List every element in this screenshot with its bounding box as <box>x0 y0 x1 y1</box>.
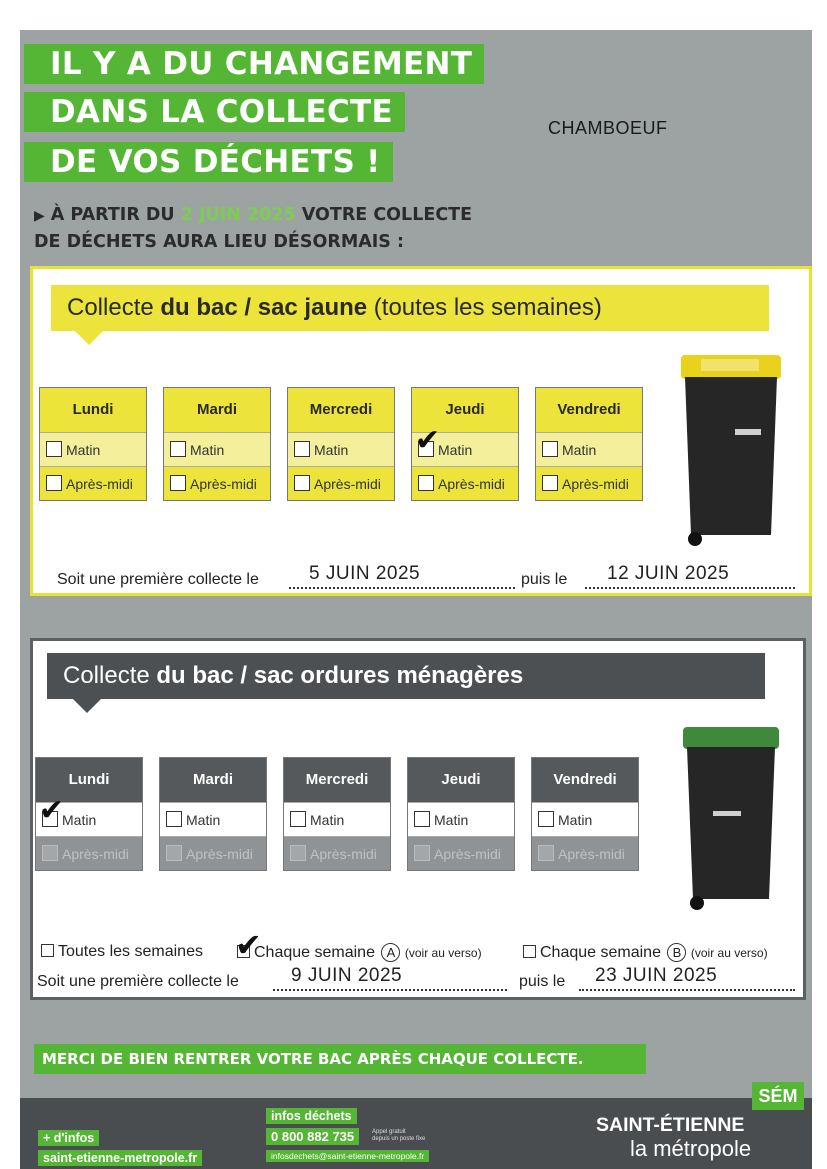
yellow-day-label: Vendredi <box>557 401 621 418</box>
apres-checkbox[interactable] <box>170 475 186 491</box>
apres-label: Après-midi <box>434 846 501 862</box>
apres-checkbox[interactable] <box>294 475 310 491</box>
grey-day-label: Mercredi <box>284 758 390 802</box>
yellow-vendredi-apres-option <box>536 466 642 500</box>
grey-bin-body <box>687 747 775 899</box>
yellow-day-vendredi <box>535 387 643 501</box>
yellow-mardi-matin-option <box>164 432 270 466</box>
grey-first-date: 9 JUIN 2025 <box>291 965 403 986</box>
grey-lundi-matin-option <box>36 794 142 836</box>
grey-bin-wheel <box>690 896 704 910</box>
apres-checkbox[interactable] <box>542 475 558 491</box>
brand-line-1: SAINT-ÉTIENNE <box>596 1114 745 1136</box>
freq-a-letter: A <box>381 943 400 962</box>
grey-day-label: Lundi <box>36 758 142 802</box>
grey-day-jeudi <box>407 757 515 871</box>
apres-checkbox[interactable] <box>418 475 434 491</box>
yellow-day-lundi <box>39 387 147 501</box>
apres-label: Après-midi <box>190 476 257 492</box>
matin-checkbox[interactable] <box>542 441 558 457</box>
grey-lundi-apres-option <box>36 836 142 870</box>
grey-vendredi-apres-option <box>532 836 638 870</box>
intro-line-2: DE DÉCHETS AURA LIEU DÉSORMAIS : <box>34 232 404 252</box>
footer-phone-note <box>372 1129 425 1143</box>
footer-plus-infos: + d'infos <box>38 1130 99 1146</box>
apres-label: Après-midi <box>558 846 625 862</box>
matin-label: Matin <box>434 812 469 828</box>
footer-phone-note-1: Appel gratuit <box>372 1129 406 1135</box>
yellow-bin-label <box>701 359 759 371</box>
yellow-first-date: 5 JUIN 2025 <box>309 563 421 584</box>
grey-day-lundi <box>35 757 143 871</box>
apres-label: Après-midi <box>314 476 381 492</box>
yellow-bin-icon <box>675 347 787 547</box>
grey-mardi-apres-option <box>160 836 266 870</box>
freq-all-label: Toutes les semaines <box>58 943 203 960</box>
flyer-page <box>20 30 812 1169</box>
grey-day-label: Mardi <box>160 758 266 802</box>
freq-week-b <box>523 943 768 962</box>
intro-text <box>34 202 472 255</box>
checkmark-icon: ✔ <box>39 794 65 827</box>
yellow-bin-sticker <box>735 429 761 435</box>
freq-b-checkbox[interactable] <box>523 945 536 958</box>
intro-before: À PARTIR DU <box>50 205 181 225</box>
grey-heading-prefix: Collecte <box>63 662 157 689</box>
apres-label: Après-midi <box>66 476 133 492</box>
sem-logo: SÉM <box>752 1082 804 1110</box>
matin-checkbox[interactable] <box>538 811 554 827</box>
matin-label: Matin <box>310 812 345 828</box>
yellow-heading-notch <box>75 331 103 345</box>
yellow-jeudi-apres-option <box>412 466 518 500</box>
yellow-day-mercredi <box>287 387 395 501</box>
freq-b-note: (voir au verso) <box>690 946 768 960</box>
apres-checkbox[interactable] <box>46 475 62 491</box>
matin-label: Matin <box>314 442 349 458</box>
yellow-heading-suffix: (toutes les semaines) <box>367 294 602 321</box>
apres-checkbox[interactable] <box>538 845 554 861</box>
grey-then-date: 23 JUIN 2025 <box>595 965 718 986</box>
matin-checkbox[interactable] <box>290 811 306 827</box>
intro-after: VOTRE COLLECTE <box>295 205 473 225</box>
freq-b-label: Chaque semaine <box>540 944 661 961</box>
apres-label: Après-midi <box>438 476 505 492</box>
matin-label: Matin <box>186 812 221 828</box>
yellow-first-label: Soit une première collecte le <box>57 571 259 588</box>
grey-bin-panel <box>30 638 806 1000</box>
matin-checkbox[interactable] <box>414 811 430 827</box>
freq-week-a <box>237 943 482 962</box>
grey-heading-bold: du bac / sac ordures ménagères <box>156 662 524 689</box>
intro-date: 2 JUIN 2025 <box>180 205 296 225</box>
freq-a-label: Chaque semaine <box>254 944 375 961</box>
grey-first-label: Soit une première collecte le <box>37 973 239 990</box>
yellow-mercredi-apres-option <box>288 466 394 500</box>
matin-checkbox[interactable] <box>170 441 186 457</box>
brand-line-2: la métropole <box>630 1136 752 1161</box>
grey-then-label: puis le <box>519 973 566 990</box>
footer-infos-dechets: infos déchets <box>266 1108 357 1124</box>
apres-label: Après-midi <box>562 476 629 492</box>
matin-label: Matin <box>190 442 225 458</box>
apres-label: Après-midi <box>62 846 129 862</box>
checkmark-icon: ✔ <box>415 424 441 457</box>
yellow-bin-wheel <box>688 532 702 546</box>
freq-a-checkmark-icon: ✔ <box>235 927 262 963</box>
apres-checkbox[interactable] <box>290 845 306 861</box>
matin-checkbox[interactable] <box>166 811 182 827</box>
matin-label: Matin <box>62 812 97 828</box>
grey-bin-sticker <box>713 811 741 816</box>
freq-all-weeks <box>41 943 203 961</box>
yellow-vendredi-matin-option <box>536 432 642 466</box>
apres-label: Après-midi <box>310 846 377 862</box>
grey-jeudi-matin-option <box>408 802 514 836</box>
grey-mercredi-matin-option <box>284 802 390 836</box>
yellow-day-mardi <box>163 387 271 501</box>
yellow-day-label: Mercredi <box>309 401 373 418</box>
grey-bin-icon <box>679 721 783 911</box>
yellow-bin-panel <box>30 266 812 596</box>
yellow-heading <box>51 285 769 331</box>
yellow-bin-body <box>685 377 777 535</box>
yellow-jeudi-matin-option <box>412 424 518 466</box>
yellow-mercredi-matin-option <box>288 432 394 466</box>
yellow-day-label: Jeudi <box>445 401 485 418</box>
matin-label: Matin <box>438 442 473 458</box>
title-line-2: DANS LA COLLECTE <box>24 92 405 132</box>
grey-bin-lid <box>683 727 779 749</box>
yellow-day-jeudi <box>411 387 519 501</box>
yellow-lundi-matin-option <box>40 432 146 466</box>
freq-a-note: (voir au verso) <box>404 946 482 960</box>
grey-day-label: Vendredi <box>532 758 638 802</box>
grey-heading <box>47 653 765 699</box>
yellow-day-label: Mardi <box>196 401 237 418</box>
triangle-bullet-icon: ▶ <box>34 208 45 224</box>
footer-website-link[interactable]: saint-etienne-metropole.fr <box>38 1150 202 1166</box>
grey-day-mardi <box>159 757 267 871</box>
matin-label: Matin <box>66 442 101 458</box>
freq-b-letter: B <box>667 943 686 962</box>
town-name: CHAMBOEUF <box>548 118 668 138</box>
yellow-then-date: 12 JUIN 2025 <box>607 563 730 584</box>
footer-email-link[interactable]: infosdechets@saint-etienne-metropole.fr <box>266 1150 429 1162</box>
yellow-mardi-apres-option <box>164 466 270 500</box>
yellow-day-label: Lundi <box>72 401 114 418</box>
grey-mercredi-apres-option <box>284 836 390 870</box>
matin-checkbox[interactable] <box>294 441 310 457</box>
footer-phone[interactable]: 0 800 882 735 <box>266 1128 359 1145</box>
grey-day-vendredi <box>531 757 639 871</box>
grey-heading-notch <box>73 699 101 713</box>
title-line-3: DE VOS DÉCHETS ! <box>24 142 393 182</box>
footer-phone-note-2: depuis un poste fixe <box>372 1136 426 1142</box>
apres-checkbox[interactable] <box>166 845 182 861</box>
grey-vendredi-matin-option <box>532 802 638 836</box>
yellow-lundi-apres-option <box>40 466 146 500</box>
matin-label: Matin <box>558 812 593 828</box>
yellow-heading-prefix: Collecte <box>67 294 161 321</box>
grey-mardi-matin-option <box>160 802 266 836</box>
title-line-1: IL Y A DU CHANGEMENT <box>24 44 484 84</box>
matin-checkbox[interactable] <box>46 441 62 457</box>
yellow-then-label: puis le <box>521 571 568 588</box>
grey-jeudi-apres-option <box>408 836 514 870</box>
apres-checkbox[interactable] <box>414 845 430 861</box>
grey-day-mercredi <box>283 757 391 871</box>
freq-all-checkbox[interactable] <box>41 944 54 957</box>
apres-label: Après-midi <box>186 846 253 862</box>
apres-checkbox[interactable] <box>42 845 58 861</box>
matin-label: Matin <box>562 442 597 458</box>
yellow-heading-bold: du bac / sac jaune <box>160 294 368 321</box>
grey-day-label: Jeudi <box>408 758 514 802</box>
merci-banner: MERCI DE BIEN RENTRER VOTRE BAC APRÈS CHAQUE COLLECTE. <box>34 1044 646 1074</box>
